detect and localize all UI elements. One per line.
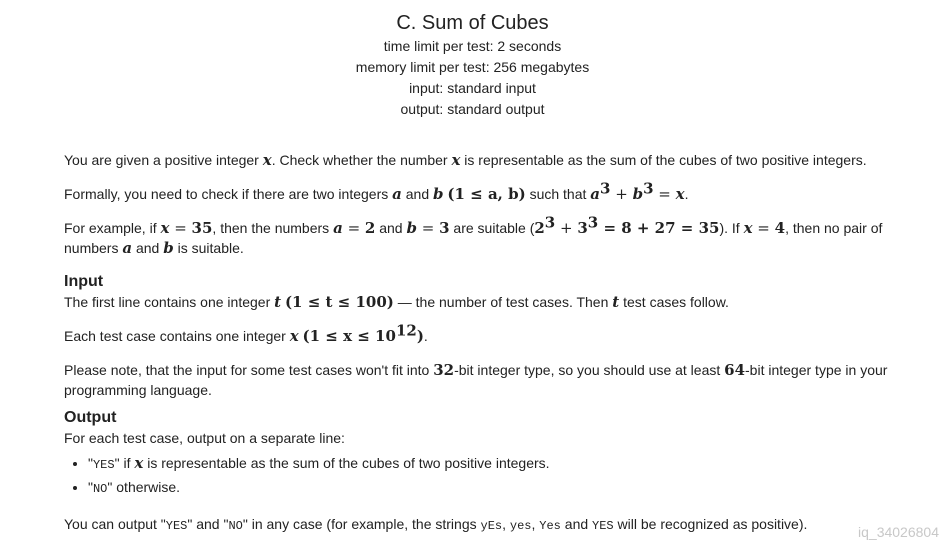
math-var: a [122, 239, 133, 257]
output-intro: For each test case, output on a separate line: [64, 430, 345, 446]
statement-paragraph-1 [64, 150, 929, 184]
code: Yes [539, 519, 561, 533]
text: " [88, 455, 93, 471]
math-var: a [333, 219, 343, 237]
text: ). If [719, 220, 744, 236]
math-var: b [406, 219, 417, 237]
text: and [401, 186, 433, 202]
text: will be recognized as positive). [613, 516, 808, 532]
math-exponent: 3 [643, 179, 654, 198]
text: . [423, 328, 428, 344]
problem-statement [64, 150, 929, 536]
time-limit: time limit per test: 2 seconds [383, 38, 562, 54]
math-number: 64 [724, 361, 746, 379]
math-condition: (1 ≤ t ≤ 100) [284, 293, 394, 311]
text: Please note, that the input for some test cases won't fit into [64, 362, 434, 378]
math-number: 3 [577, 219, 588, 237]
code: YES [165, 519, 188, 533]
text: " [114, 455, 120, 471]
code: yes [509, 519, 532, 533]
code: YES [592, 519, 614, 533]
text: For example, if [64, 220, 161, 236]
math-var: x [160, 219, 170, 237]
math-op: = [653, 185, 676, 203]
math-var: x [675, 185, 685, 203]
text: — the number of test cases. Then [393, 294, 613, 310]
math-var: x [134, 454, 144, 472]
math-var: x [289, 327, 299, 345]
math-var: a [590, 185, 601, 203]
text: , then the numbers [212, 220, 334, 236]
input-paragraph-1 [64, 292, 929, 326]
text: otherwise. [112, 479, 181, 495]
math-var: x [743, 219, 753, 237]
text: is representable as the sum of the cubes of two positive integers. [460, 152, 867, 168]
math-op: + [555, 219, 578, 237]
math-exponent: 3 [587, 213, 599, 232]
output-heading: Output [64, 409, 117, 426]
text: You can output " [64, 516, 166, 532]
math-var: a [392, 185, 402, 203]
code: NO [228, 519, 243, 533]
math-var: x [262, 151, 272, 169]
text: and [375, 220, 407, 236]
math-var: b [433, 185, 444, 203]
text: " and " [187, 516, 229, 532]
memory-limit: memory limit per test: 256 megabytes [355, 59, 590, 75]
math-exponent: 12 [395, 321, 417, 340]
text: The first line contains one integer [64, 294, 275, 310]
math-number: 4 [774, 219, 786, 237]
text: is representable as the sum of the cubes of two positive integers. [143, 455, 550, 471]
code: YES [92, 458, 115, 472]
math-op: = [342, 219, 365, 237]
text: , [502, 516, 510, 532]
text: and [560, 516, 593, 532]
input-paragraph-2 [64, 321, 929, 360]
statement-paragraph-2 [64, 179, 929, 218]
text: if [119, 455, 135, 471]
math-number: 3 [439, 219, 450, 237]
text: test cases follow. [619, 294, 729, 310]
output-file: output: standard output [400, 101, 545, 117]
code: yEs [480, 519, 503, 533]
text: -bit integer type, so you should use at least [454, 362, 725, 378]
math-exponent: 3 [600, 179, 611, 198]
math-number: 32 [433, 361, 455, 379]
math-var: b [632, 185, 644, 203]
text: You are given a positive integer [64, 152, 263, 168]
code: NO [92, 482, 108, 496]
input-file: input: standard input [409, 80, 536, 96]
math-var: t [612, 293, 620, 311]
math-number: 35 [191, 219, 213, 237]
watermark: iq_34026804 [858, 524, 939, 540]
output-list [64, 452, 929, 500]
text: Formally, you need to check if there are two integers [64, 186, 393, 202]
text: . Check whether the number [271, 152, 452, 168]
math-condition: ) [416, 327, 424, 345]
text: " [88, 479, 93, 495]
input-paragraph-3 [64, 360, 929, 408]
text: such that [525, 186, 591, 202]
math-exponent: 3 [544, 213, 556, 232]
problem-title: C. Sum of Cubes [396, 12, 549, 34]
math-op: + [610, 185, 633, 203]
text: is suitable. [173, 240, 244, 256]
math-number: 2 [534, 219, 545, 237]
math-condition: (1 ≤ x ≤ 10 [302, 327, 396, 345]
text: -bit integer type in your programming language. [64, 362, 888, 398]
math-condition: (1 ≤ a, b) [447, 185, 526, 203]
math-expression: = 8 + 27 = 35 [598, 219, 720, 237]
list-item [88, 476, 929, 500]
text: . [684, 186, 689, 202]
math-number: 2 [364, 219, 376, 237]
text: " [107, 479, 113, 495]
math-op: = [169, 219, 192, 237]
problem-header [0, 10, 945, 120]
statement-paragraph-3 [64, 213, 929, 272]
math-op: = [752, 219, 775, 237]
text: , then no pair of numbers [64, 220, 883, 256]
math-op: = [416, 219, 440, 237]
text: and [132, 240, 164, 256]
input-heading: Input [64, 273, 104, 290]
math-var: t [274, 293, 282, 311]
text: " in any case (for example, the strings [242, 516, 481, 532]
text: , [531, 516, 540, 532]
math-var: x [451, 151, 461, 169]
text: Each test case contains one integer [64, 328, 290, 344]
output-final [64, 514, 929, 536]
list-item [88, 452, 929, 476]
text: are suitable ( [449, 220, 535, 236]
math-var: b [163, 239, 174, 257]
